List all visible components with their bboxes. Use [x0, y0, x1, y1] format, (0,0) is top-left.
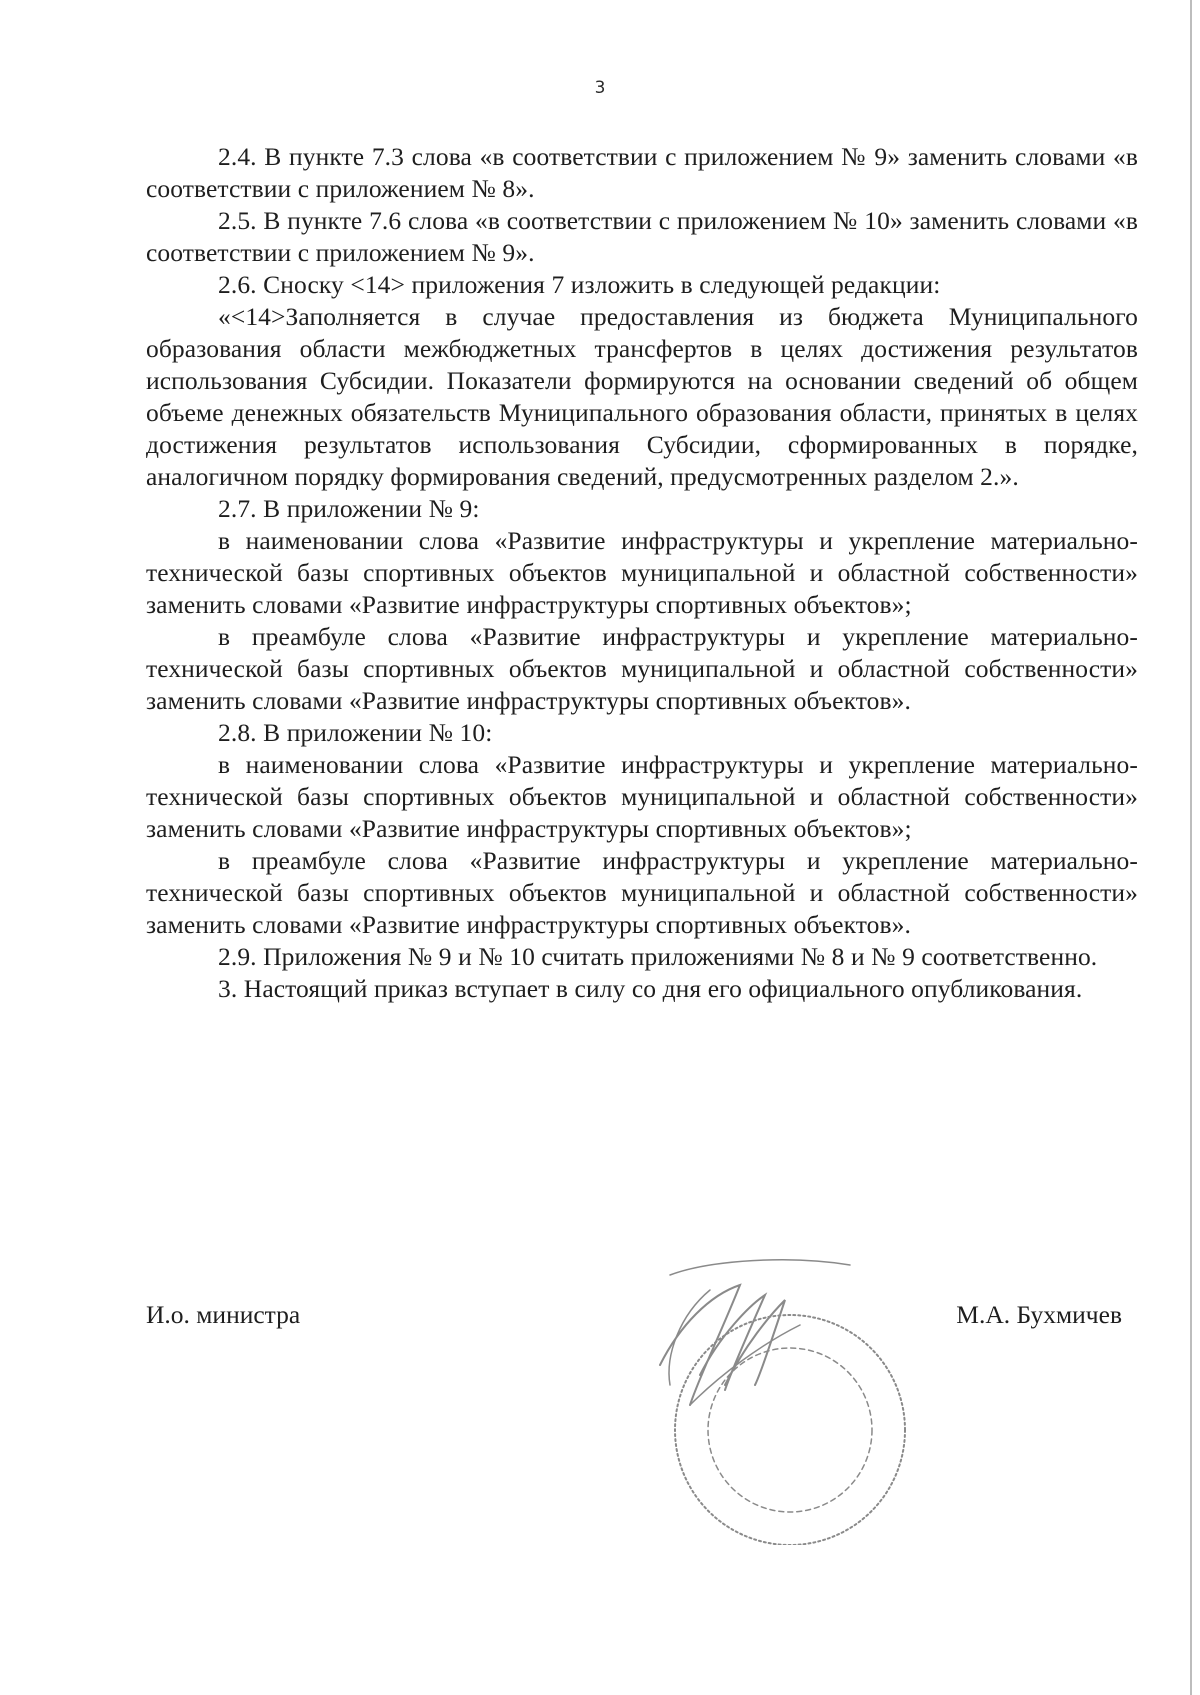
paragraph-2-7-name: в наименовании слова «Развитие инфраструктуры и укрепление материально-технической базы спортивных объектов муниципальной и областной собственности» заменить словами «Развитие инфраструктуры спортивных объектов»; [146, 526, 1138, 619]
paragraph-2-8-preamble: в преамбуле слова «Развитие инфраструктуры и укрепление материально-технической базы спортивных объектов муниципальной и областной собственности» заменить словами «Развитие инфраструктуры спортивных объектов». [146, 846, 1138, 939]
document-body [146, 141, 1138, 1005]
paragraph-2-4: 2.4. В пункте 7.3 слова «в соответствии с приложением № 9» заменить словами «в соответствии с приложением № 8». [146, 142, 1138, 203]
paragraph-2-9: 2.9. Приложения № 9 и № 10 считать приложениями № 8 и № 9 соответственно. [218, 942, 1098, 971]
paragraph-2-5: 2.5. В пункте 7.6 слова «в соответствии с приложением № 10» заменить словами «в соответствии с приложением № 9». [146, 206, 1138, 267]
paragraph-2-6: 2.6. Сноску <14> приложения 7 изложить в следующей редакции: [218, 270, 941, 299]
paragraph-2-8-name: в наименовании слова «Развитие инфраструктуры и укрепление материально-технической базы спортивных объектов муниципальной и областной собственности» заменить словами «Развитие инфраструктуры спортивных объектов»; [146, 750, 1138, 843]
paragraph-2-8: 2.8. В приложении № 10: [218, 718, 493, 747]
signer-title: И.о. министра [146, 1300, 301, 1329]
paragraph-footnote-14: «<14>Заполняется в случае предоставления из бюджета Муниципального образования области межбюджетных трансфертов в целях достижения результатов использования Субсидии. Показатели формируются на основании сведений об общем объеме денежных обязательств Муниципального образования области, принятых в целях достижения результатов использования Субсидии, сформированных в порядке, аналогичном порядку формирования сведений, предусмотренных разделом 2.». [146, 302, 1138, 491]
paragraph-2-7: 2.7. В приложении № 9: [218, 494, 480, 523]
signature-block [146, 1300, 1138, 1340]
paragraph-3: 3. Настоящий приказ вступает в силу со дня его официального опубликования. [218, 974, 1083, 1003]
page-number: 3 [594, 78, 606, 98]
page-edge-line [1190, 0, 1192, 1695]
paragraph-2-7-preamble: в преамбуле слова «Развитие инфраструктуры и укрепление материально-технической базы спортивных объектов муниципальной и областной собственности» заменить словами «Развитие инфраструктуры спортивных объектов». [146, 622, 1138, 715]
stamp-and-signature-icon [650, 1255, 920, 1545]
signer-name: М.А. Бухмичев [956, 1300, 1122, 1329]
